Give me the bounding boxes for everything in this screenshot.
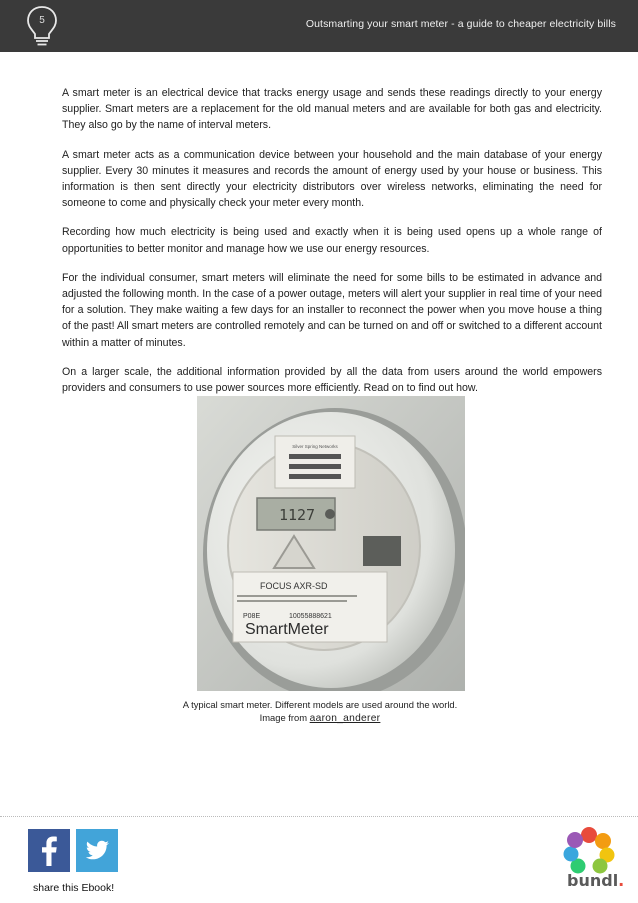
footer-divider [0, 816, 638, 817]
page-number: 5 [39, 15, 45, 26]
lightbulb-icon [23, 4, 61, 48]
share-label: share this Ebook! [33, 882, 115, 894]
meter-brand: SmartMeter [245, 621, 329, 638]
svg-text:1127: 1127 [278, 506, 316, 524]
page-header [0, 0, 638, 52]
brand-dot: . [618, 871, 625, 890]
paragraph: A smart meter is an electrical device that tracks energy usage and sends these readings directly to your energy supplier. Smart meters are a replacement for the old manual meters and are available for both gas and electricity. They also go by the name of interval meters. [62, 87, 602, 132]
facebook-icon [28, 829, 70, 872]
image-credit-link[interactable]: aaron_anderer [309, 713, 381, 724]
caption-text: A typical smart meter. Different models are used around the world. [182, 699, 458, 710]
meter-code: P08E [243, 613, 261, 620]
article-body [62, 85, 602, 409]
brand-name: bundl [567, 871, 619, 890]
ebook-title: Outsmarting your smart meter - a guide to cheaper electricity bills [305, 18, 616, 30]
facebook-share-button[interactable] [28, 829, 70, 872]
twitter-share-button[interactable] [76, 829, 118, 872]
paragraph: For the individual consumer, smart meters will eliminate the need for some bills to be estimated in advance and adjusted the following month. In the case of a power outage, meters will alert your supplier in real time of your need for a solution. They make waiting a few days for an installer to reconnect the power when you move house a thing of the past! All smart meters are controlled remotely and can be turned on and off or switched to a different account within a matter of minutes. [62, 271, 602, 349]
twitter-icon [76, 829, 118, 872]
bundl-brand [567, 871, 624, 890]
paragraph: A smart meter acts as a communication device between your household and the main database of your energy supplier. Every 30 minutes it measures and records the amount of energy used by your house or business. This information is then sent directly your electricity distributors over wireless networks, eliminating the need for someone to come and physically check your meter every month. [62, 148, 602, 210]
meter-model: FOCUS AXR-SD [260, 581, 328, 591]
paragraph: Recording how much electricity is being used and exactly when it is being used opens up a whole range of opportunities to better monitor and manage how we use our energy resources. [62, 226, 602, 255]
meter-top-label: Silver Spring Networks [292, 444, 338, 449]
caption-prefix: Image from [259, 712, 308, 723]
paragraph: On a larger scale, the additional information provided by all the data from users around the world empowers providers and consumers to use power sources more efficiently. Read on to find out how. [62, 365, 602, 395]
figure-caption [150, 698, 490, 725]
meter-number: 10055888621 [289, 613, 332, 620]
smart-meter-photo [197, 396, 465, 691]
